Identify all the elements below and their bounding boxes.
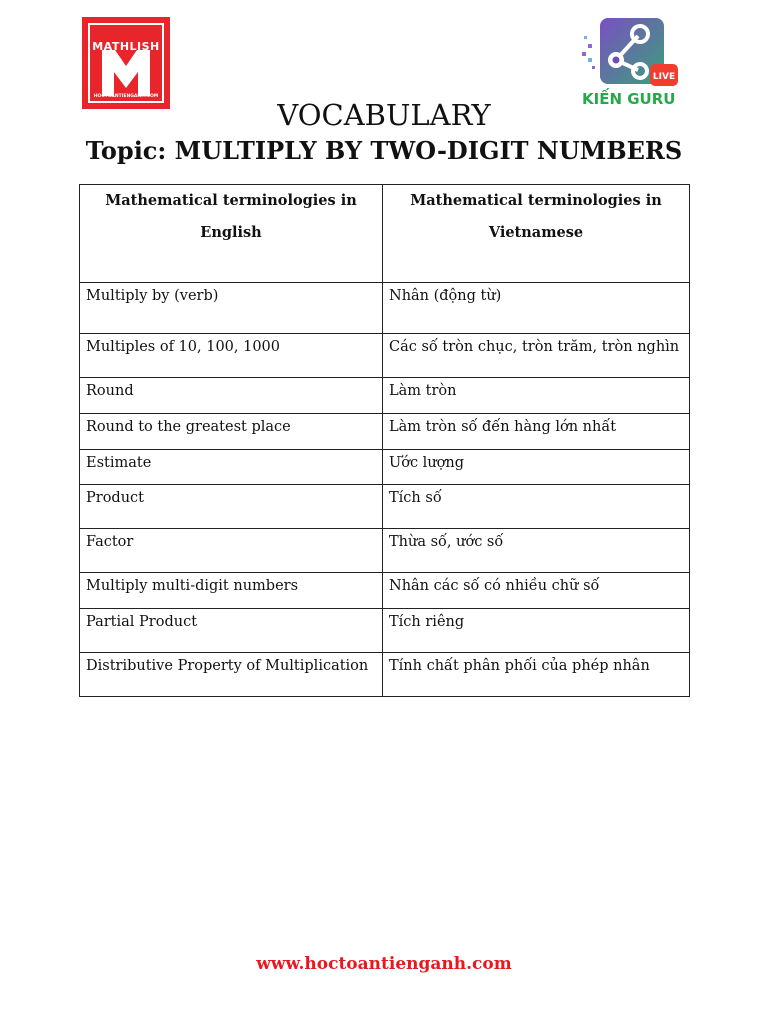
cell-vietnamese: Thừa số, ước số — [383, 529, 690, 573]
cell-english: Round to the greatest place — [80, 414, 383, 450]
mathlish-logo-wordmark: MATHLISH — [92, 40, 160, 53]
table-header-row — [80, 185, 690, 283]
table-row — [80, 609, 690, 653]
cell-vietnamese: Làm tròn số đến hàng lớn nhất — [383, 414, 690, 450]
cell-vietnamese: Nhân các số có nhiều chữ số — [383, 573, 690, 609]
table-row — [80, 378, 690, 414]
mathlish-logo-url: HOCTOANTIENGANH.COM — [93, 94, 159, 99]
kienguru-live-badge: LIVE — [650, 64, 678, 86]
table-row — [80, 450, 690, 485]
table-row — [80, 485, 690, 529]
table-row — [80, 529, 690, 573]
column-header-vietnamese: Mathematical terminologies in Vietnamese — [383, 185, 690, 283]
page-subtitle: Topic: MULTIPLY BY TWO-DIGIT NUMBERS — [85, 136, 683, 165]
column-header-english: Mathematical terminologies in English — [80, 185, 383, 283]
table-row — [80, 653, 690, 697]
table-row — [80, 334, 690, 378]
cell-vietnamese: Nhân (động từ) — [383, 283, 690, 334]
cell-english: Multiples of 10, 100, 1000 — [80, 334, 383, 378]
page-title: VOCABULARY — [277, 98, 491, 132]
cell-english: Round — [80, 378, 383, 414]
table-row — [80, 573, 690, 609]
cell-english: Factor — [80, 529, 383, 573]
cell-vietnamese: Các số tròn chục, tròn trăm, tròn nghìn — [383, 334, 690, 378]
cell-english: Distributive Property of Multiplication — [80, 653, 383, 697]
cell-vietnamese: Tích riêng — [383, 609, 690, 653]
kienguru-logo-name: KIẾN GURU — [582, 90, 676, 108]
cell-vietnamese: Làm tròn — [383, 378, 690, 414]
cell-english: Estimate — [80, 450, 383, 485]
cell-english: Partial Product — [80, 609, 383, 653]
table-row — [80, 283, 690, 334]
footer-website-link[interactable]: www.hoctoantienganh.com — [256, 954, 512, 974]
cell-vietnamese: Ước lượng — [383, 450, 690, 485]
cell-vietnamese: Tích số — [383, 485, 690, 529]
mathlish-m-icon — [100, 50, 152, 96]
cell-english: Product — [80, 485, 383, 529]
cell-english: Multiply by (verb) — [80, 283, 383, 334]
table-row — [80, 414, 690, 450]
vocabulary-table — [79, 184, 690, 697]
cell-english: Multiply multi-digit numbers — [80, 573, 383, 609]
cell-vietnamese: Tính chất phân phối của phép nhân — [383, 653, 690, 697]
